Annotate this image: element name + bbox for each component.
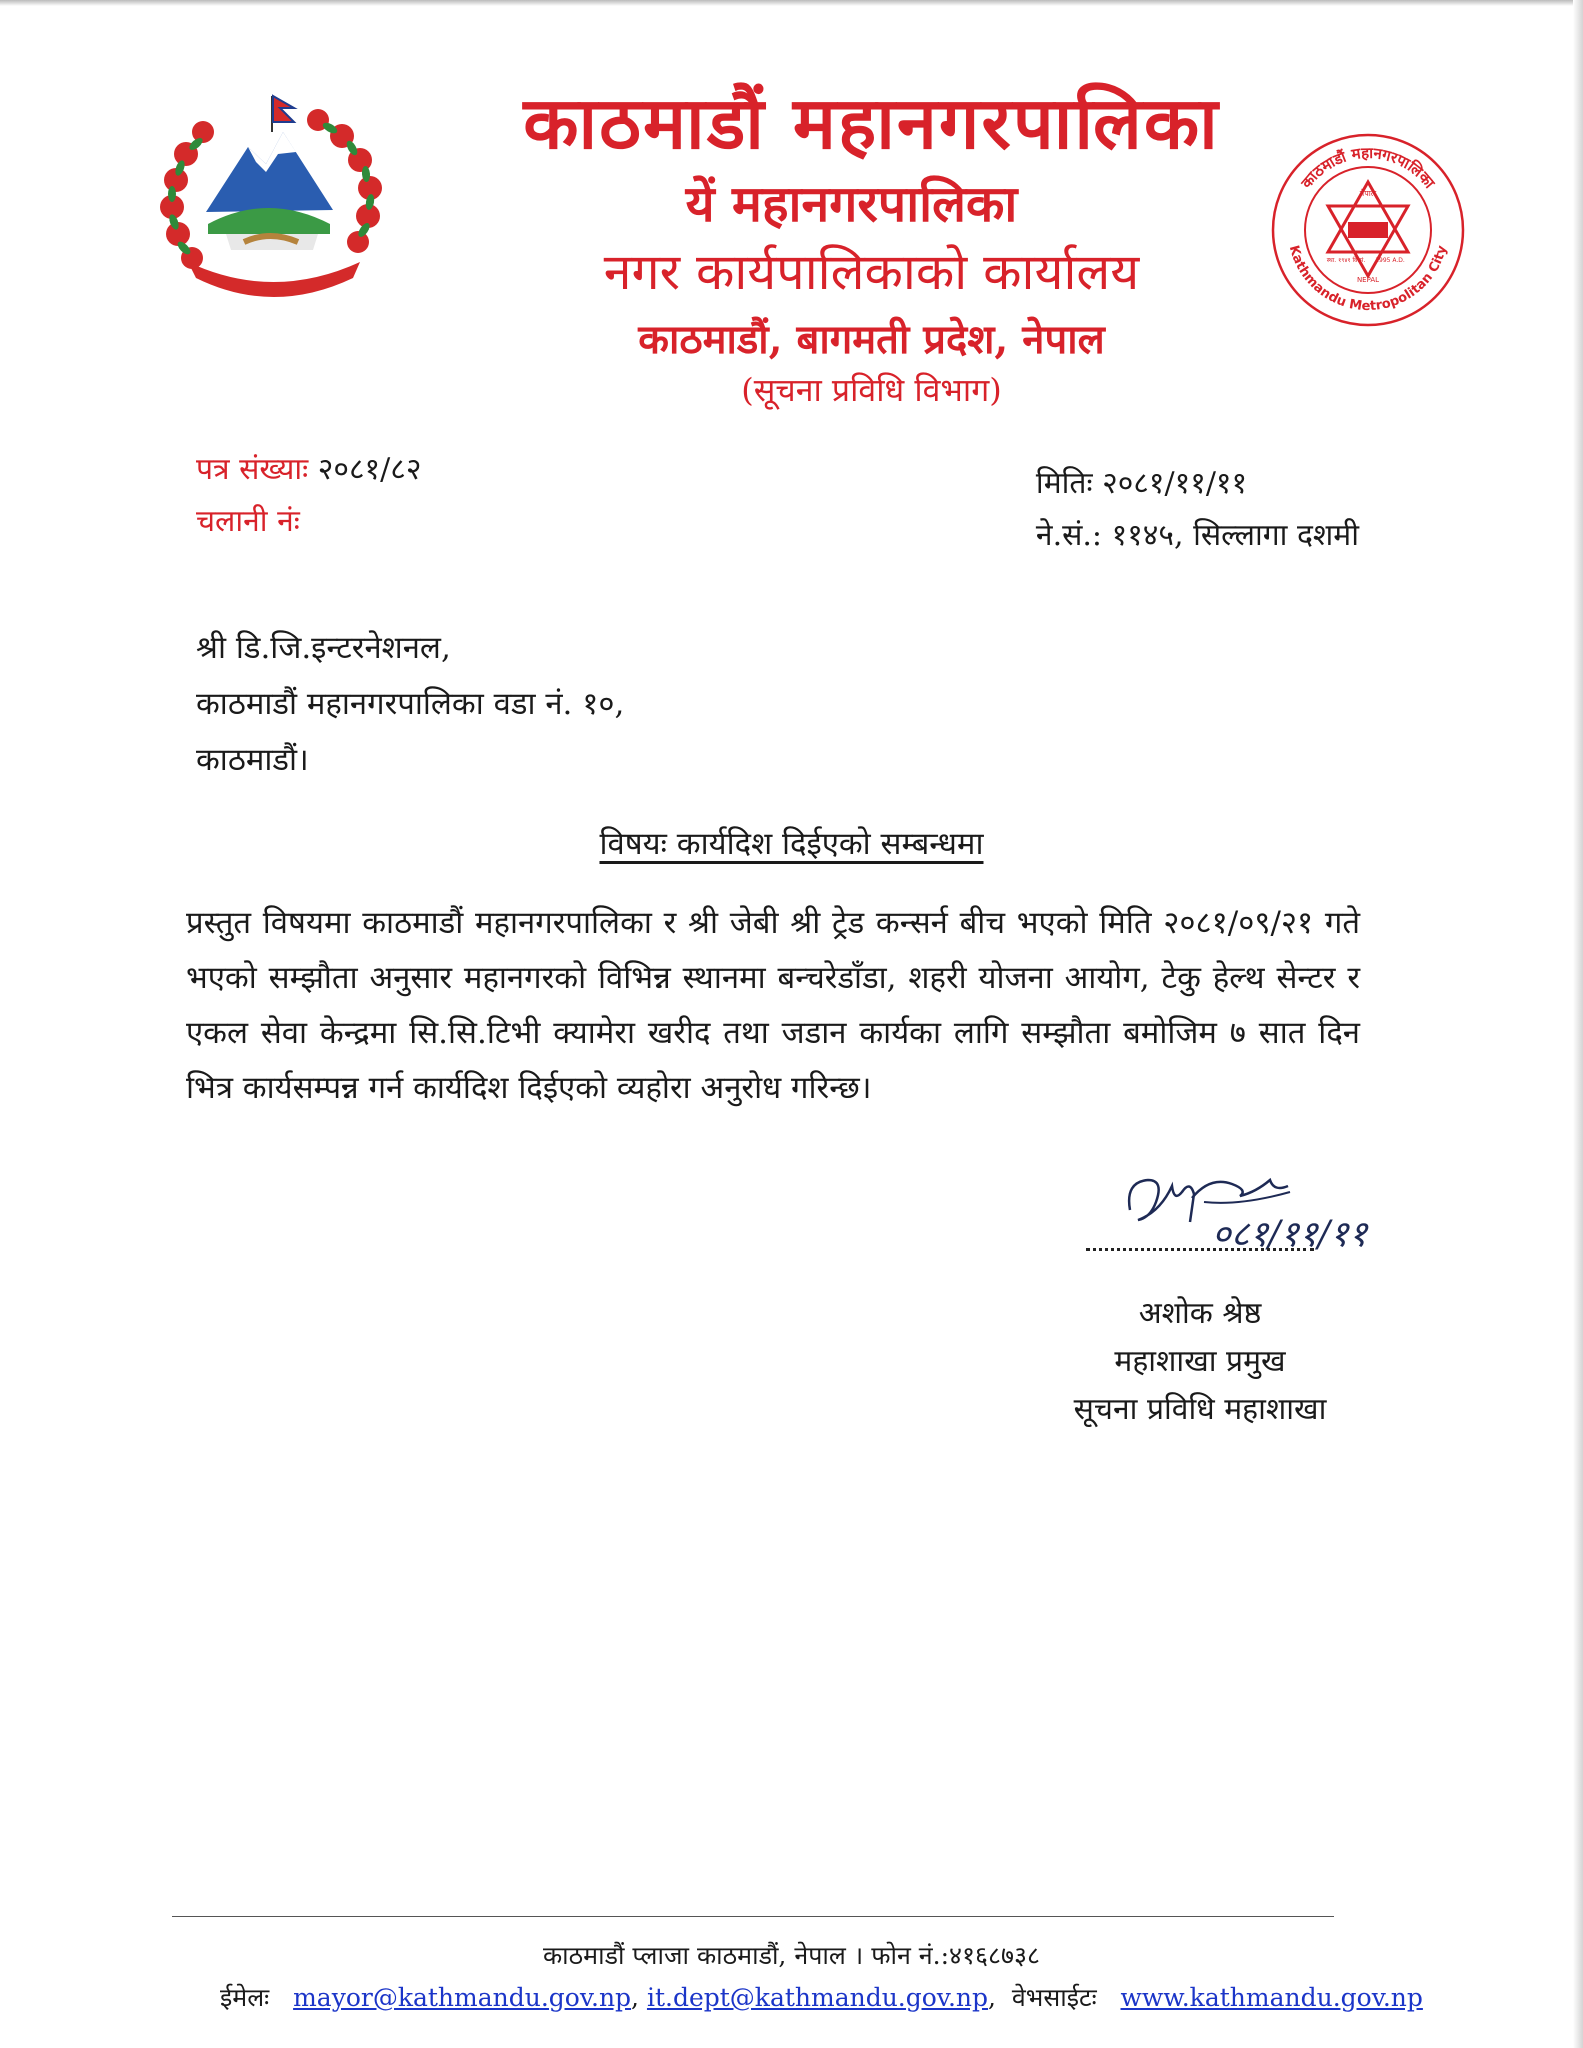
office-name-heading: काठमाडौं महानगरपालिका bbox=[523, 80, 1220, 165]
office-location: काठमाडौं, बागमती प्रदेश, नेपाल bbox=[638, 316, 1105, 363]
office-name-newari: यें महानगरपालिका bbox=[685, 174, 1018, 233]
website-label: वेभसाईटः bbox=[1011, 1983, 1097, 2012]
seal-ring-text-en: Kathmandu Metropolitan City bbox=[1285, 243, 1451, 315]
letter-body: प्रस्तुत विषयमा काठमाडौं महानगरपालिका र श्री जेबी श्री ट्रेड कन्सर्न बीच भएको मिति २०८१/०९/२१ गते भएको सम्झौता अनुसार महानगरको विभिन्न स्थानमा बन्चरेडाँडा, शहरी योजना आयोग, टेकु हेल्थ सेन्टर र एकल सेवा केन्द्रमा सि.सि.टिभी क्यामेरा खरीद तथा जडान कार्यका लागि सम्झौता बमोजिम ७ सात दिन भित्र कार्यसम्पन्न गर्न कार्यदिश दिईएको व्यहोरा अनुरोध गरिन्छ। bbox=[186, 905, 1360, 1106]
email-label: ईमेलः bbox=[220, 1983, 270, 2012]
subject-text: विषयः कार्यदिश दिईएको सम्बन्धमा bbox=[599, 826, 984, 862]
recipient-address bbox=[196, 620, 624, 788]
reference-block bbox=[196, 444, 421, 548]
recipient-line-1: श्री डि.जि.इन्टरनेशनल, bbox=[196, 630, 451, 666]
letter-no-label: पत्र संख्याः bbox=[196, 452, 309, 487]
seal-est-right: 1995 A.D. bbox=[1375, 257, 1405, 264]
nepal-sambat-value: ११४५, सिल्लागा दशमी bbox=[1111, 518, 1359, 553]
scan-edge-right bbox=[1573, 0, 1583, 2048]
signature-date: ०८१/११/११ bbox=[1212, 1214, 1368, 1255]
footer-contacts: ईमेलः mayor@kathmandu.gov.np, it.dept@kathmandu.gov.np, वेभसाईटः www.kathmandu.gov.np bbox=[220, 1983, 1423, 2012]
seal-bottom: NEPAL bbox=[1356, 276, 1380, 284]
signature-dotted-line bbox=[1086, 1248, 1314, 1251]
signatory-block bbox=[1040, 1290, 1360, 1434]
footer-divider bbox=[172, 1916, 1334, 1917]
seal-inner-top: नेपाल bbox=[1359, 189, 1377, 198]
signatory-name: अशोक श्रेष्ठ bbox=[1138, 1296, 1262, 1331]
nepal-sambat-label: ने.सं.: bbox=[1035, 518, 1103, 553]
email-link-mayor[interactable]: mayor@kathmandu.gov.np bbox=[293, 1983, 632, 2012]
date-label: मितिः bbox=[1035, 466, 1093, 501]
subject-line bbox=[0, 822, 1583, 864]
website-link[interactable]: www.kathmandu.gov.np bbox=[1120, 1983, 1423, 2012]
footer-address: काठमाडौं प्लाजा काठमाडौं, नेपाल । फोन नं.:४१६८७३८ bbox=[542, 1941, 1041, 1970]
signatory-title: महाशाखा प्रमुख bbox=[1114, 1344, 1286, 1379]
dispatch-no-label: चलानी नंः bbox=[196, 504, 300, 539]
department-name: (सूचना प्रविधि विभाग) bbox=[741, 371, 1002, 409]
recipient-line-3: काठमाडौं। bbox=[196, 742, 309, 778]
svg-text:काठमाडौं महानगरपालिका bbox=[1297, 144, 1439, 193]
letter-no-value: २०८१/८२ bbox=[317, 452, 422, 487]
seal-ring-text: काठमाडौं महानगरपालिका bbox=[1297, 143, 1439, 192]
scan-edge-top bbox=[0, 0, 1583, 6]
handwritten-signature bbox=[1120, 1162, 1370, 1272]
signatory-division: सूचना प्रविधि महाशाखा bbox=[1073, 1392, 1327, 1427]
email-link-it-dept[interactable]: it.dept@kathmandu.gov.np bbox=[646, 1983, 989, 2012]
recipient-line-2: काठमाडौं महानगरपालिका वडा नं. १०, bbox=[196, 686, 625, 722]
seal-est-left: स्था. १९४१ वि.सं. bbox=[1326, 257, 1366, 264]
date-value: २०८१/११/११ bbox=[1102, 466, 1248, 501]
date-block bbox=[1036, 458, 1359, 562]
kmc-seal-icon bbox=[1268, 130, 1468, 330]
office-unit-heading: नगर कार्यपालिकाको कार्यालय bbox=[603, 243, 1140, 301]
